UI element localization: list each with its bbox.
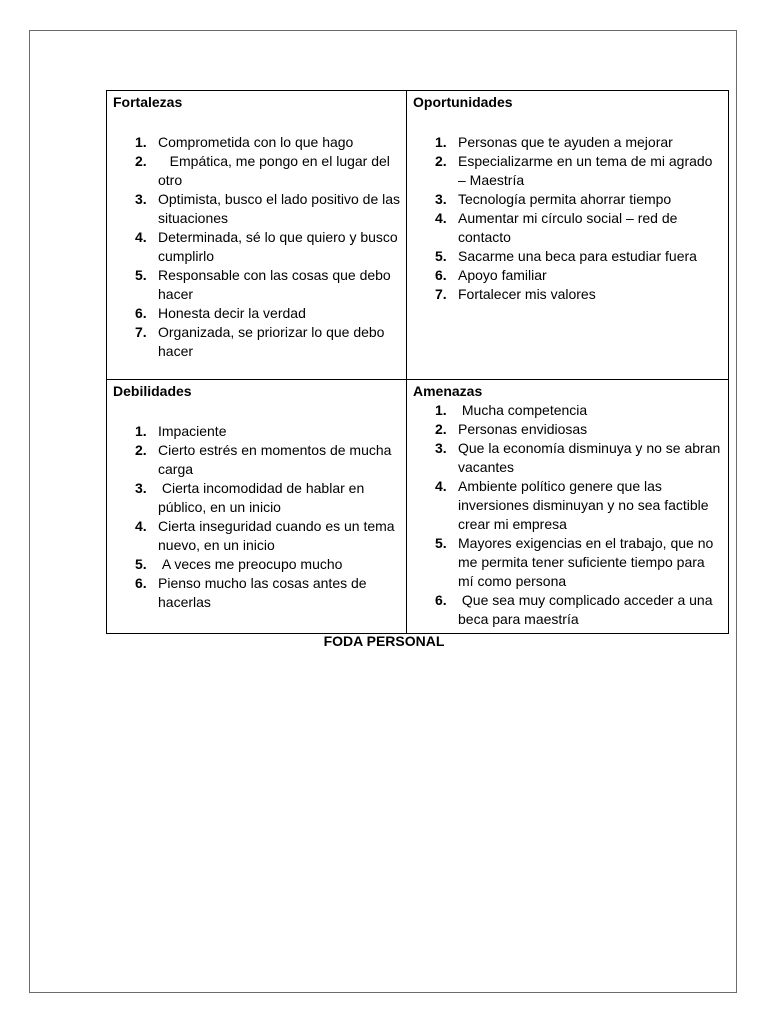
list-item-text: Fortalecer mis valores xyxy=(458,286,596,302)
list-item xyxy=(413,591,722,629)
list-item-number: 3. xyxy=(135,480,147,496)
list-item-number: 1. xyxy=(135,423,147,439)
list-item-number: 3. xyxy=(135,191,147,207)
list-item xyxy=(113,228,400,266)
fortalezas-cell xyxy=(107,91,407,380)
list-item xyxy=(113,152,400,190)
amenazas-list xyxy=(413,401,725,629)
list-item-number: 2. xyxy=(135,153,147,169)
list-item-text: Especializarme en un tema de mi agrado – Maestría xyxy=(458,153,717,188)
list-item-text: Responsable con las cosas que debo hacer xyxy=(158,267,395,302)
list-item-text: Honesta decir la verdad xyxy=(158,305,306,321)
list-item xyxy=(413,285,722,304)
list-item xyxy=(113,323,400,361)
list-item-number: 1. xyxy=(435,134,447,150)
list-item-number: 7. xyxy=(135,324,147,340)
list-item xyxy=(413,190,722,209)
list-item xyxy=(113,304,400,323)
list-item xyxy=(413,133,722,152)
list-item xyxy=(413,477,722,534)
list-item-number: 7. xyxy=(435,286,447,302)
list-item xyxy=(413,266,722,285)
oportunidades-cell xyxy=(407,91,729,380)
list-item-number: 5. xyxy=(435,248,447,264)
list-item-text: Cierta inseguridad cuando es un tema nuevo, en un inicio xyxy=(158,518,399,553)
fortalezas-title: Fortalezas xyxy=(113,94,183,110)
list-item xyxy=(113,574,400,612)
debilidades-list xyxy=(113,422,400,612)
list-item-text: A veces me preocupo mucho xyxy=(158,556,343,572)
list-item-text: Determinada, sé lo que quiero y busco cumplirlo xyxy=(158,229,402,264)
list-item-number: 4. xyxy=(435,478,447,494)
list-item-number: 3. xyxy=(435,191,447,207)
list-item xyxy=(113,441,400,479)
oportunidades-list xyxy=(413,133,722,304)
list-item xyxy=(413,152,722,190)
list-item-text: Que sea muy complicado acceder a una beca para maestría xyxy=(458,592,717,627)
list-item-text: Pienso mucho las cosas antes de hacerlas xyxy=(158,575,371,610)
table-caption: FODA PERSONAL xyxy=(323,633,445,649)
list-item-number: 1. xyxy=(435,402,447,418)
list-item-number: 6. xyxy=(435,267,447,283)
list-item xyxy=(113,479,400,517)
list-item xyxy=(413,420,722,439)
list-item-text: Personas que te ayuden a mejorar xyxy=(458,134,673,150)
list-item-number: 5. xyxy=(135,556,147,572)
list-item xyxy=(113,422,400,441)
fortalezas-list xyxy=(113,133,404,361)
list-item xyxy=(413,209,722,247)
list-item-text: Aumentar mi círculo social – red de contacto xyxy=(458,210,682,245)
list-item xyxy=(113,555,400,574)
list-item-number: 5. xyxy=(435,535,447,551)
list-item-number: 4. xyxy=(135,518,147,534)
list-item-text: Personas envidiosas xyxy=(458,421,588,437)
list-item xyxy=(113,266,400,304)
list-item xyxy=(113,517,400,555)
amenazas-cell xyxy=(407,380,729,634)
list-item-number: 3. xyxy=(435,440,447,456)
list-item-text: Tecnología permita ahorrar tiempo xyxy=(458,191,672,207)
list-item xyxy=(413,534,722,591)
list-item xyxy=(413,439,725,477)
list-item-number: 1. xyxy=(135,134,147,150)
list-item xyxy=(113,133,400,152)
list-item-number: 6. xyxy=(435,592,447,608)
list-item-number: 6. xyxy=(135,575,147,591)
list-item-text: Que la economía disminuya y no se abran vacantes xyxy=(458,440,725,475)
amenazas-title: Amenazas xyxy=(413,383,483,399)
foda-table xyxy=(106,90,729,634)
list-item-number: 4. xyxy=(135,229,147,245)
debilidades-title: Debilidades xyxy=(113,383,192,399)
list-item-number: 4. xyxy=(435,210,447,226)
list-item-number: 5. xyxy=(135,267,147,283)
list-item-text: Sacarme una beca para estudiar fuera xyxy=(458,248,697,264)
list-item-text: Apoyo familiar xyxy=(458,267,547,283)
list-item xyxy=(113,190,404,228)
list-item-text: Mucha competencia xyxy=(458,402,588,418)
list-item-number: 6. xyxy=(135,305,147,321)
list-item-text: Cierta incomodidad de hablar en público, en un inicio xyxy=(158,480,369,515)
list-item-text: Impaciente xyxy=(158,423,227,439)
list-item-text: Comprometida con lo que hago xyxy=(158,134,354,150)
list-item-number: 2. xyxy=(135,442,147,458)
list-item-text: Organizada, se priorizar lo que debo hacer xyxy=(158,324,389,359)
list-item-text: Empática, me pongo en el lugar del otro xyxy=(158,153,394,188)
debilidades-cell xyxy=(107,380,407,634)
list-item-text: Cierto estrés en momentos de mucha carga xyxy=(158,442,396,477)
list-item-text: Ambiente político genere que las inversiones disminuyan y no sea factible crear mi empresa xyxy=(458,478,713,532)
list-item xyxy=(413,247,722,266)
list-item xyxy=(413,401,722,420)
list-item-number: 2. xyxy=(435,421,447,437)
oportunidades-title: Oportunidades xyxy=(413,94,513,110)
list-item-text: Mayores exigencias en el trabajo, que no me permita tener suficiente tiempo para mí como persona xyxy=(458,535,718,589)
list-item-number: 2. xyxy=(435,153,447,169)
list-item-text: Optimista, busco el lado positivo de las situaciones xyxy=(158,191,404,226)
